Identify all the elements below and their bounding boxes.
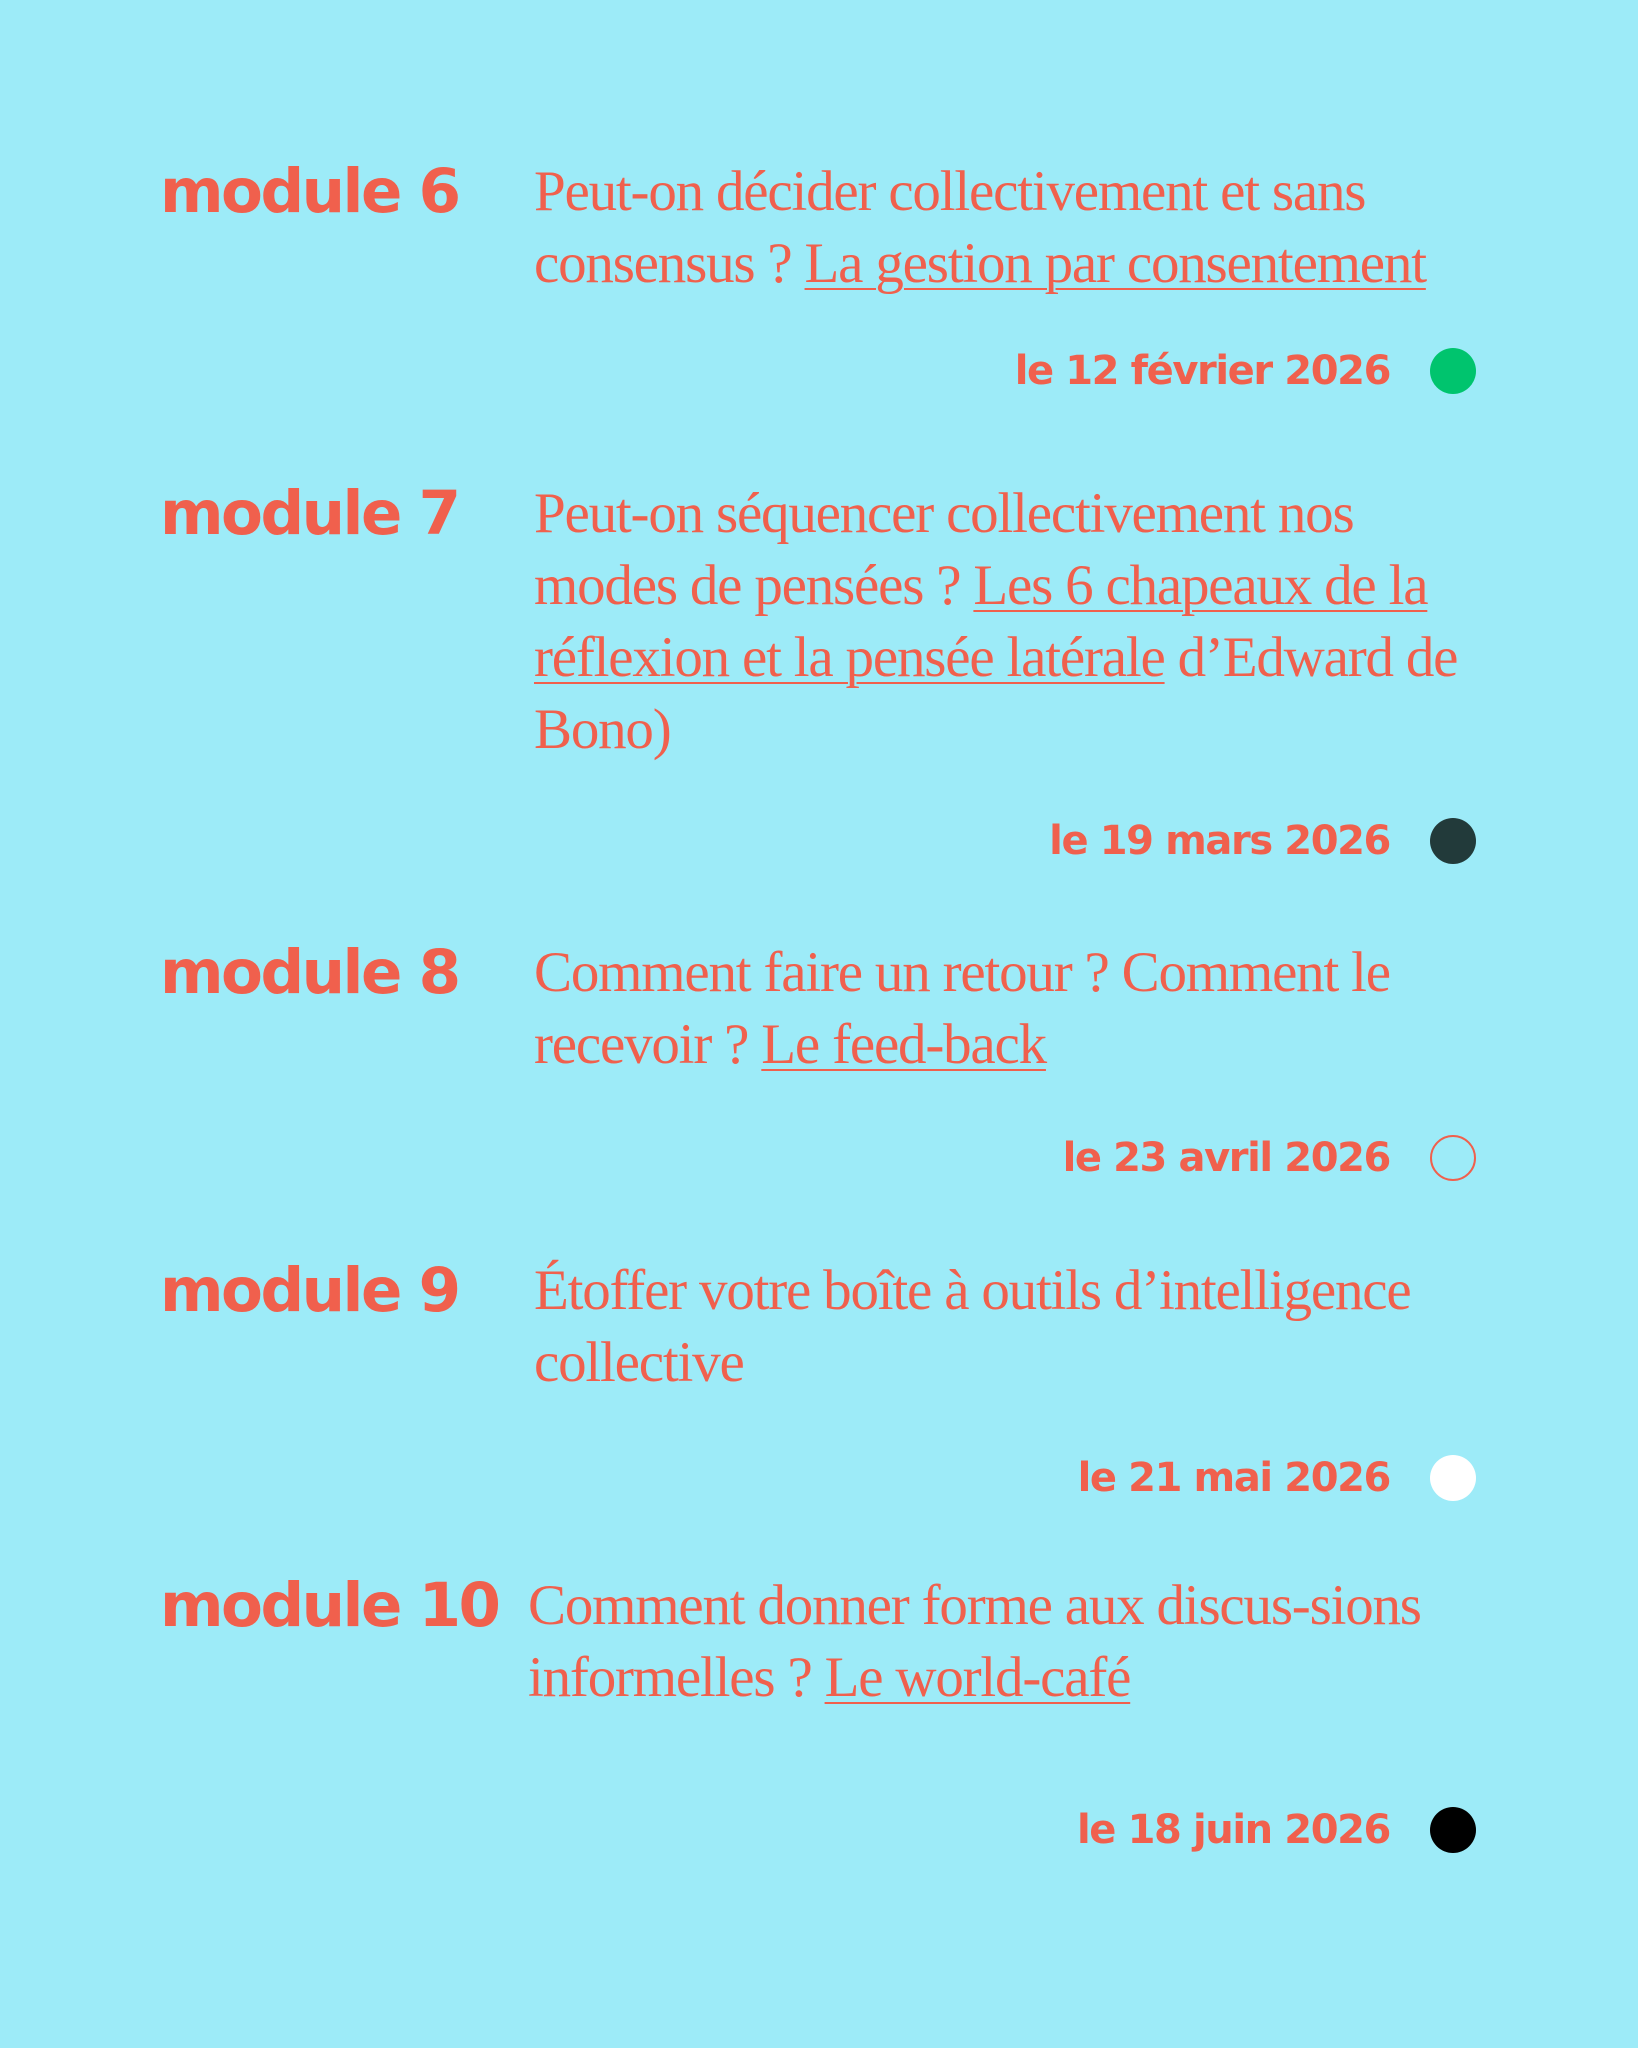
- module-10-date-row: [1077, 1805, 1476, 1855]
- module-7-text-after: d’Edward de Bono): [534, 626, 1458, 761]
- module-9-date-row: [1078, 1453, 1476, 1503]
- module-7-date-row: [1049, 816, 1476, 866]
- module-10-label: module 10: [160, 1570, 499, 1641]
- module-10-date: le 18 juin 2026: [1077, 1807, 1390, 1853]
- module-8-date: le 23 avril 2026: [1062, 1135, 1390, 1181]
- module-8-description: [534, 937, 1476, 1081]
- module-10-link[interactable]: Le world-café: [824, 1646, 1131, 1709]
- module-9-date: le 21 mai 2026: [1077, 1455, 1390, 1501]
- module-10-description: [528, 1570, 1476, 1714]
- module-7-link[interactable]: Les 6 chapeaux de la réflexion et la pensée latérale: [534, 554, 1428, 689]
- module-9-label: module 9: [160, 1255, 459, 1326]
- module-7-label: module 7: [160, 478, 459, 549]
- module-7-date: le 19 mars 2026: [1049, 818, 1390, 864]
- module-9-text: Étoffer votre boîte à outils d’intelligence collective: [534, 1259, 1411, 1394]
- module-8-label: module 8: [160, 937, 459, 1008]
- module-8-status-dot: [1430, 1135, 1476, 1181]
- module-8-text: Comment faire un retour ? Comment le recevoir ?: [534, 941, 1390, 1076]
- module-7-status-dot: [1430, 818, 1476, 864]
- module-9-description: [534, 1255, 1476, 1399]
- module-8-link[interactable]: Le feed-back: [761, 1013, 1046, 1076]
- module-6-link[interactable]: La gestion par consentement: [804, 232, 1426, 295]
- module-10-text: Comment donner forme aux discus-sions informelles ?: [528, 1574, 1421, 1709]
- module-6-date-row: [1015, 346, 1476, 396]
- module-6-text: Peut-on décider collectivement et sans consensus ?: [534, 160, 1366, 295]
- module-6-status-dot: [1430, 348, 1476, 394]
- module-6-description: [534, 156, 1476, 300]
- module-10-status-dot: [1430, 1807, 1476, 1853]
- module-7-description: [534, 478, 1476, 766]
- module-6-date: le 12 février 2026: [1014, 348, 1390, 394]
- module-7-text: Peut-on séquencer collectivement nos modes de pensées ?: [534, 482, 1354, 617]
- module-6-label: module 6: [160, 156, 459, 227]
- module-8-date-row: [1063, 1133, 1476, 1183]
- module-9-status-dot: [1430, 1455, 1476, 1501]
